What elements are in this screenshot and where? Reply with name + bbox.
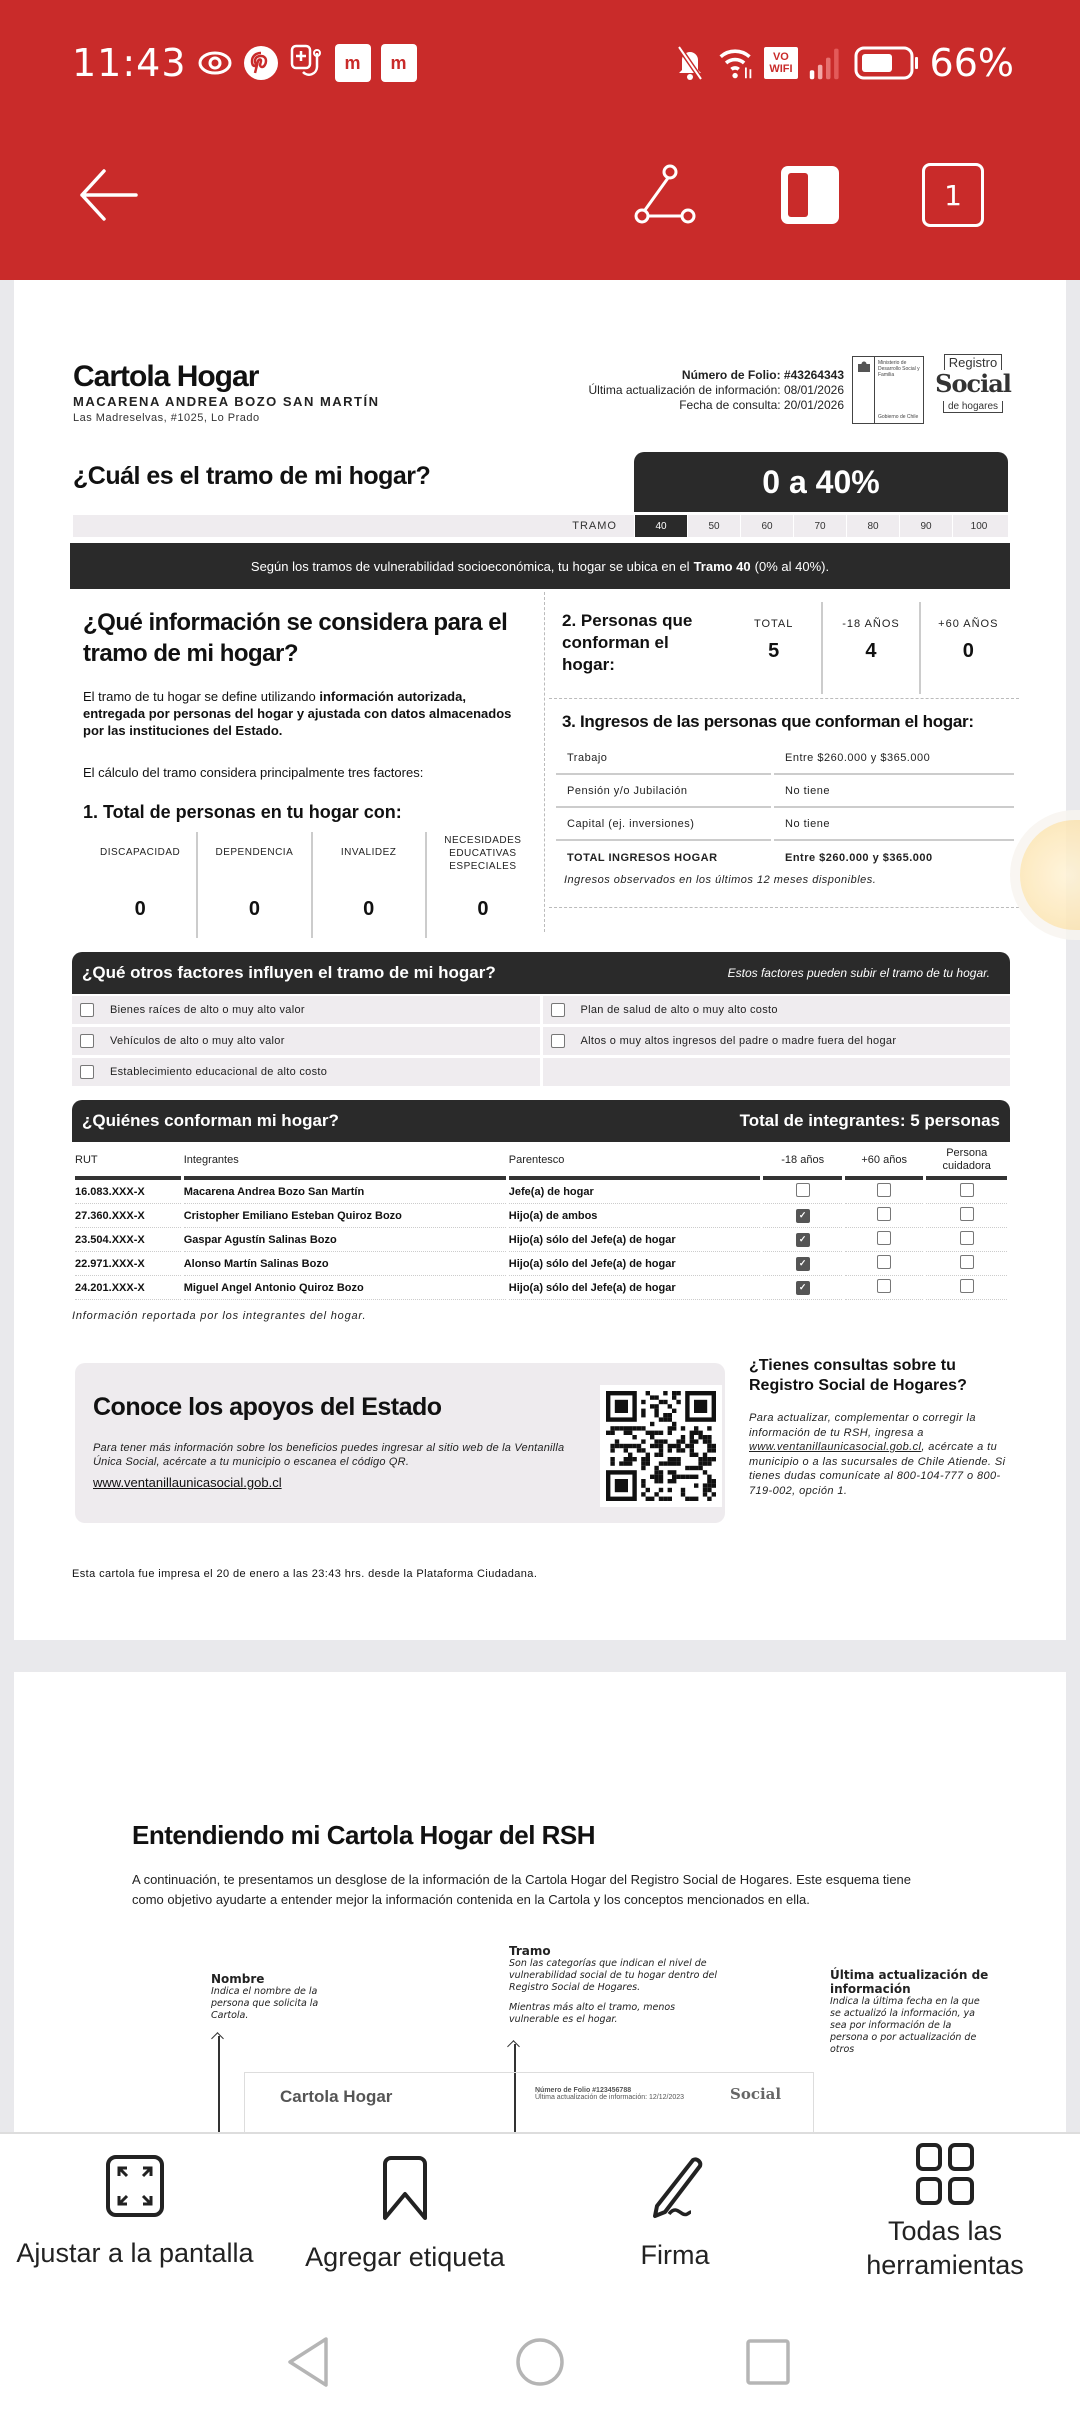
people-grid [726,602,1016,694]
people-item [921,602,1016,694]
all-tools-button[interactable] [810,2142,1080,2282]
factor-value: 0 [134,898,146,920]
factor-item [427,832,539,938]
ministry-logo [852,356,924,424]
checkbox-cell [926,1204,1007,1228]
rsh-logo-line1: Registro [944,354,1002,370]
annotation-nombre [211,1972,351,2022]
other-factor-item [543,996,1011,1024]
annotation-tramo [509,1944,719,2026]
bottom-toolbar [0,2132,1080,2412]
consultas-text [749,1411,1019,1498]
people-label: +60 AÑOS [938,618,999,630]
income-value: Entre $260.000 y $365.000 [774,742,1014,775]
member-name: Macarena Andrea Bozo San Martín [184,1180,506,1204]
checkbox [960,1183,974,1197]
checkbox-checked: ✓ [796,1281,810,1295]
status-time: 11:43 [72,41,187,85]
annotation-ultima [830,1968,990,2056]
other-factor-item [72,1058,540,1086]
banner-pre: Según los tramos de vulnerabilidad socioeconómica, tu hogar se ubica en el [250,558,690,574]
other-factors-subtitle: Estos factores pueden subir el tramo de tu hogar. [727,966,990,980]
apoyos-title: Conoce los apoyos del Estado [93,1393,442,1421]
member-rut: 24.201.XXX-X [75,1276,181,1300]
member-relationship: Hijo(a) de ambos [509,1204,761,1228]
recents-nav-icon [745,2338,791,2386]
members-total: Total de integrantes: 5 personas [739,1111,1000,1130]
member-relationship: Hijo(a) sólo del Jefe(a) de hogar [509,1252,761,1276]
checkbox [877,1255,891,1269]
other-factors-list [72,996,1010,1086]
col-u18: -18 años [763,1144,842,1180]
rsh-logo-line2: Social [935,369,1011,398]
factor-item [198,832,312,938]
bookmark-icon [380,2154,430,2222]
factor-label: INVALIDEZ [340,847,397,858]
income-label: Pensión y/o Jubilación [556,775,771,808]
member-relationship: Hijo(a) sólo del Jefe(a) de hogar [509,1228,761,1252]
checkbox [80,1003,94,1017]
checkbox-checked: ✓ [796,1209,810,1223]
checkbox-cell [763,1252,842,1276]
checkbox [960,1207,974,1221]
table-row [75,1276,1007,1300]
share-button[interactable] [630,160,700,230]
table-row [75,1228,1007,1252]
checkbox-cell [763,1228,842,1252]
factor1-title: 1. Total de personas en tu hogar con: [83,802,402,822]
checkbox-checked: ✓ [796,1233,810,1247]
tramo-cell: 60 [740,515,793,537]
anno-nombre-title: Nombre [211,1972,265,1986]
other-factor-label: Plan de salud de alto o muy alto costo [580,1004,778,1016]
vowifi-bottom: WIFI [769,63,793,75]
divider [544,592,545,932]
member-rut: 16.083.XXX-X [75,1180,181,1204]
factor-label: DEPENDENCIA [215,847,294,858]
back-button[interactable] [72,160,142,230]
tramo-cell: 50 [687,515,740,537]
members-header [72,1100,1010,1142]
member-relationship: Jefe(a) de hogar [509,1180,761,1204]
member-name: Gaspar Agustín Salinas Bozo [184,1228,506,1252]
bell-off-icon [672,45,708,81]
info-p1-bold: información autorizada, entregada por personas del hogar y ajustada con datos almacenados por las instituciones del Estado. [83,689,512,738]
apoyos-link[interactable]: www.ventanillaunicasocial.gob.cl [93,1475,282,1490]
mini-cartola-preview [244,2072,814,2132]
anno-ultima-title: Última actualización de información [830,1968,989,1996]
tramo-scale [73,515,1008,537]
table-row [75,1204,1007,1228]
factor2-title: 2. Personas que conforman el hogar: [562,611,693,674]
add-tag-button[interactable] [270,2154,540,2274]
checkbox [960,1279,974,1293]
table-row [75,1252,1007,1276]
divider [549,907,1019,908]
member-rut: 23.504.XXX-X [75,1228,181,1252]
pdf-page-2 [14,1672,1066,2132]
home-nav-icon [515,2337,565,2387]
health-icon [289,45,325,81]
col-parentesco: Parentesco [509,1144,761,1180]
apoyos-card [75,1363,725,1523]
page-count: 1 [922,163,984,227]
income-row [556,808,1014,841]
tramo-scale-label: TRAMO [572,520,617,532]
mini-update: Última actualización de información: 12/12/2023 [535,2094,685,2101]
banner-bold: Tramo 40 [693,558,751,574]
other-factor-item [543,1027,1011,1055]
checkbox [877,1231,891,1245]
checkbox [877,1279,891,1293]
checkbox [960,1255,974,1269]
all-tools-label: Todas las herramientas [866,2216,1024,2280]
people-item [726,602,823,694]
anno-nombre-desc: Indica el nombre de la persona que solicita la Cartola. [211,1986,319,2021]
anno-tramo-desc2: Mientras más alto el tramo, menos vulnerable es el hogar. [509,2002,676,2025]
rsh-logo-line3: de hogares [943,401,1003,413]
checkbox [80,1034,94,1048]
checkbox-cell [845,1276,924,1300]
tramo-cell: 90 [899,515,952,537]
tramo-cell: 80 [846,515,899,537]
banner-post: (0% al 40%). [754,558,830,574]
signal-icon [808,45,844,81]
consultas-text-post: , acércate a tu municipio o a las sucursales de Chile Atiende. Si tienes dudas comunícate al 800-104-777 o 800-719-002, opción 1. [749,1441,1006,1497]
back-nav-icon [286,2336,330,2388]
member-name: Alonso Martín Salinas Bozo [184,1252,506,1276]
income-note: Ingresos observados en los últimos 12 meses disponibles. [564,874,877,886]
nav-recents-button[interactable] [738,2332,798,2392]
view-mode-button[interactable] [775,160,845,230]
app-top-bar [0,0,1080,280]
other-factors-header [72,952,1010,994]
consultas-link[interactable]: www.ventanillaunicasocial.gob.cl [749,1441,922,1453]
checkbox-cell [926,1228,1007,1252]
pinterest-icon [243,45,279,81]
page-count-button[interactable] [918,160,988,230]
anno-tramo-title: Tramo [509,1944,551,1958]
people-value: 4 [865,640,877,662]
share-icon [632,162,698,228]
income-value: Entre $260.000 y $365.000 [785,851,933,864]
holder-name: MACARENA ANDREA BOZO SAN MARTÍN [73,394,380,409]
factor3-title: 3. Ingresos de las personas que conforman el hogar: [562,712,974,731]
apoyos-text: Para tener más información sobre los beneficios puedes ingresar al sitio web de la Ventanilla Única Social, acércate a tu municipio o escanea el código QR. [93,1442,565,1468]
qr-code [600,1385,722,1507]
income-total-row [556,841,1014,874]
mini-folio [535,2087,684,2101]
checkbox [877,1183,891,1197]
other-factors-title: ¿Qué otros factores influyen el tramo de mi hogar? [82,963,496,982]
tramo-cell: 100 [952,515,1005,537]
member-rut: 27.360.XXX-X [75,1204,181,1228]
people-item [823,602,920,694]
checkbox-cell [845,1180,924,1204]
checkbox [960,1231,974,1245]
document-meta [494,368,844,413]
other-factor-item [72,1027,540,1055]
signature-button[interactable] [540,2154,810,2272]
checkbox [551,1003,565,1017]
tramo-banner [70,543,1010,589]
ministry-gob: Gobierno de Chile [878,414,919,420]
app-m-icon: m [381,44,417,82]
income-label: TOTAL INGRESOS HOGAR [567,851,718,864]
checkbox-cell [926,1180,1007,1204]
fit-screen-icon [105,2154,165,2218]
people-value: 0 [962,640,974,662]
info-paragraph-2: El cálculo del tramo considera principalmente tres factores: [83,765,424,780]
checkbox-cell [845,1204,924,1228]
rsh-logo [932,354,1014,424]
page2-title: Entendiendo mi Cartola Hogar del RSH [132,1820,596,1850]
tramo-cell: 40 [634,515,687,537]
battery-percent: 66% [929,41,1014,85]
info-p1-pre: El tramo de tu hogar se define utilizando [83,689,316,704]
factor1-grid [84,832,539,938]
checkbox-cell [763,1204,842,1228]
checkbox-cell [926,1276,1007,1300]
checkbox-cell [845,1228,924,1252]
income-value: No tiene [774,775,1014,808]
signature-icon [643,2154,707,2220]
factor-item [313,832,427,938]
other-factor-item [72,996,540,1024]
ministry-text: Ministerio de Desarrollo Social y Familia [878,360,920,378]
checkbox [796,1183,810,1197]
nav-back-button[interactable] [278,2332,338,2392]
col-rut: RUT [75,1144,181,1180]
people-label: TOTAL [753,618,794,630]
divider [549,698,1019,699]
income-table [556,742,1014,886]
nav-home-button[interactable] [510,2332,570,2392]
add-tag-label: Agregar etiqueta [305,2242,505,2272]
other-factor-empty [543,1058,1011,1086]
fit-screen-button[interactable] [0,2154,270,2270]
income-value: No tiene [774,808,1014,841]
col-cuidadora: Persona cuidadora [926,1144,1007,1180]
tramo-cell: 70 [793,515,846,537]
wifi-icon [718,45,754,81]
factor-item [84,832,198,938]
back-arrow-icon [76,167,138,223]
other-factor-label: Vehículos de alto o muy alto valor [110,1035,285,1047]
other-factor-label: Altos o muy altos ingresos del padre o madre fuera del hogar [580,1035,897,1047]
col-integrantes: Integrantes [184,1144,506,1180]
chile-crest-icon [853,357,875,423]
checkbox-cell [763,1276,842,1300]
checkbox-cell [763,1180,842,1204]
mini-folio-text: Número de Folio #123456788 [535,2087,632,2094]
checkbox-checked: ✓ [796,1257,810,1271]
mini-logo: Social [730,2085,782,2103]
other-factor-label: Bienes raíces de alto o muy alto valor [110,1004,305,1016]
app-m-icon: m [335,44,371,82]
checkbox-cell [845,1252,924,1276]
printed-note: Esta cartola fue impresa el 20 de enero a las 23:43 hrs. desde la Plataforma Ciudadana. [72,1568,538,1580]
col-o60: +60 años [845,1144,924,1180]
consult-date: Fecha de consulta: 20/01/2026 [679,398,844,412]
member-name: Miguel Angel Antonio Quiroz Bozo [184,1276,506,1300]
anno-tramo-desc1: Son las categorías que indican el nivel de vulnerabilidad social de tu hogar dentro del Registro Social de Hogares. [509,1958,717,1993]
factor-label: NECESIDADES EDUCATIVAS ESPECIALES [444,835,522,872]
fit-screen-label: Ajustar a la pantalla [16,2238,254,2268]
checkbox [551,1034,565,1048]
member-relationship: Hijo(a) sólo del Jefe(a) de hogar [509,1276,761,1300]
consultas-title: ¿Tienes consultas sobre tu Registro Social de Hogares? [749,1357,967,1394]
member-rut: 22.971.XXX-X [75,1252,181,1276]
checkbox [80,1065,94,1079]
grid-icon [915,2142,975,2206]
income-label: Capital (ej. inversiones) [556,808,771,841]
info-question: ¿Qué información se considera para el tramo de mi hogar? [83,609,508,667]
factor-value: 0 [477,898,489,920]
tramo-value: 0 a 40% [634,452,1008,512]
people-label: -18 AÑOS [842,618,900,630]
factor-value: 0 [363,898,375,920]
consultas-text-pre: Para actualizar, complementar o corregir la información de tu RSH, ingresa a [749,1412,976,1439]
tramo-question: ¿Cuál es el tramo de mi hogar? [73,462,431,490]
income-label: Trabajo [556,742,771,775]
arrow-icon [218,2036,220,2132]
info-paragraph [83,688,523,739]
last-update: Última actualización de información: 08/01/2026 [588,383,844,397]
vowifi-icon [764,47,797,79]
consultas-section [749,1356,1019,1498]
factor-value: 0 [248,898,260,920]
income-row [556,742,1014,775]
factor-label: DISCAPACIDAD [99,847,181,858]
eye-icon [197,45,233,81]
status-bar [72,38,1014,88]
cartola-title: Cartola Hogar [73,360,259,393]
mini-title: Cartola Hogar [280,2087,393,2106]
other-factor-label: Establecimiento educacional de alto costo [110,1066,328,1078]
members-header-row [75,1144,1007,1180]
members-title: ¿Quiénes conforman mi hogar? [82,1111,339,1130]
anno-ultima-desc: Indica la última fecha en la que se actualizó la información, ya sea por información de la persona o por actualización de otros [830,1996,980,2055]
income-row [556,775,1014,808]
member-name: Cristopher Emiliano Esteban Quiroz Bozo [184,1204,506,1228]
members-table [72,1144,1010,1300]
holder-address: Las Madreselvas, #1025, Lo Prado [73,412,260,424]
pdf-page-1 [14,280,1066,1640]
folio-number: Número de Folio: #43264343 [681,368,844,382]
table-row [75,1180,1007,1204]
signature-label: Firma [640,2240,710,2270]
battery-icon [854,45,920,81]
members-note: Información reportada por los integrantes del hogar. [72,1310,367,1322]
view-mode-icon [779,164,841,226]
checkbox-cell [926,1252,1007,1276]
page2-text: A continuación, te presentamos un desglose de la información de la Cartola Hogar del Registro Social de Hogares. Este esquema tiene como objetivo ayudarte a entender mejor la información contenida en la Cartola y los conceptos mencionados en ella. [132,1872,912,1907]
people-value: 5 [768,640,780,662]
viewer-toolbar [0,150,1080,240]
vowifi-top: VO [772,51,789,63]
checkbox [877,1207,891,1221]
